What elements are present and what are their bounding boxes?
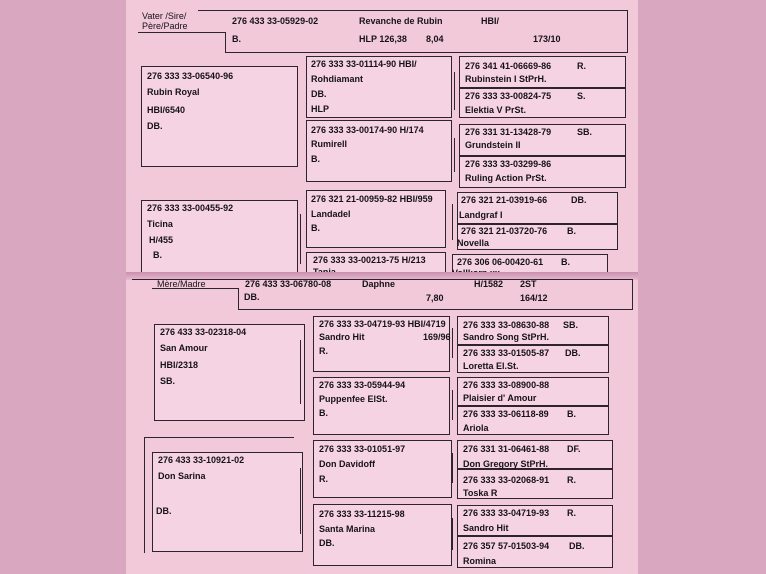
dam-height: 164/12: [520, 293, 548, 303]
dssd-reg: 276 333 33-01505-87: [463, 348, 550, 358]
sds-color: B.: [311, 223, 320, 233]
ssds-color: SB.: [577, 127, 593, 137]
connector: [300, 340, 301, 404]
ds-reg: 276 433 33-02318-04: [160, 327, 247, 337]
dss-color: R.: [319, 346, 328, 356]
sire-box-bottom: [225, 52, 628, 53]
ssss-name: Rubinstein I StPrH.: [465, 74, 547, 84]
ddds-color: R.: [567, 508, 576, 518]
ssds-reg: 276 331 31-13428-79: [465, 127, 552, 137]
sire-label-underline: [138, 32, 226, 33]
ddd-reg: 276 333 33-11215-98: [319, 509, 405, 519]
sire-height: 173/10: [533, 34, 561, 44]
sdd-reg: 276 333 33-00213-75 H/213: [313, 255, 426, 265]
dsss-reg: 276 333 33-08630-88: [463, 320, 550, 330]
dddd-reg: 276 357 57-01503-94: [463, 541, 550, 551]
dam-color: DB.: [244, 292, 260, 302]
connector: [452, 204, 453, 240]
ddd-color: DB.: [319, 538, 335, 548]
sdsd-color: B.: [567, 226, 576, 236]
dd-color: DB.: [156, 506, 172, 516]
sdss-name: Landgraf I: [459, 210, 503, 220]
sd-reg: 276 333 33-00455-92: [147, 203, 234, 213]
ss-book: HBI/6540: [147, 105, 186, 115]
dam-box-left: [238, 288, 239, 310]
sire-box: [138, 5, 628, 53]
sds-reg: 276 321 21-00959-82 HBI/959: [311, 194, 433, 204]
sss-reg: 276 333 33-01114-90 HBI/: [311, 59, 417, 69]
connector: [300, 468, 301, 534]
dam-name: Daphne: [362, 279, 396, 289]
dsss-name: Sandro Song StPrH.: [463, 332, 550, 342]
dsd-reg: 276 333 33-05944-94: [319, 380, 406, 390]
connector: [454, 138, 455, 172]
dam-reg: 276 433 33-06780-08: [245, 279, 332, 289]
ddss-name: Don Gregory StPrH.: [463, 459, 549, 469]
connector: [454, 72, 455, 110]
ssd-name: Rumirell: [311, 139, 348, 149]
sire-box-top: [198, 10, 628, 11]
ddsd-name: Toska R: [463, 488, 498, 498]
sssd-reg: 276 333 33-00824-75: [465, 91, 552, 101]
connector: [452, 518, 453, 550]
dsds-name: Plaisier d' Amour: [463, 393, 537, 403]
ssss-reg: 276 341 41-06669-86: [465, 61, 552, 71]
sdds-reg: 276 306 06-00420-61: [457, 257, 544, 267]
ss-color: DB.: [147, 121, 163, 131]
ss-name: Rubin Royal: [147, 87, 200, 97]
dsdd-color: B.: [567, 409, 576, 419]
dss-score: 169/96: [423, 332, 451, 342]
ssdd-reg: 276 333 33-03299-86: [465, 159, 552, 169]
dam-sire-box: [154, 324, 305, 421]
ddds-reg: 276 333 33-04719-93: [463, 508, 550, 518]
dam-dam-box: [152, 452, 303, 552]
sdss-color: DB.: [571, 195, 587, 205]
sss-name: Rohdiamant: [311, 74, 364, 84]
ss-reg: 276 333 33-06540-96: [147, 71, 234, 81]
dam-box-bottom: [238, 309, 633, 310]
dsss-color: SB.: [563, 320, 579, 330]
dam-connector-h: [144, 437, 294, 438]
dss-name: Sandro Hit: [319, 332, 365, 342]
ssds-name: Grundstein II: [465, 140, 521, 150]
ddd-name: Santa Marina: [319, 524, 376, 534]
ddsd-reg: 276 333 33-02068-91: [463, 475, 550, 485]
sssd-name: Elektia V PrSt.: [465, 105, 527, 115]
dssd-name: Loretta El.St.: [463, 361, 519, 371]
sire-reg: 276 433 33-05929-02: [232, 16, 319, 26]
ssd-color: B.: [311, 154, 320, 164]
dam-label: Mère/Madre: [157, 279, 206, 289]
sss-color: DB.: [311, 89, 327, 99]
sds-name: Landadel: [311, 209, 351, 219]
ds-book: HBI/2318: [160, 360, 199, 370]
sire-color: B.: [232, 34, 241, 44]
connector: [300, 214, 301, 264]
ssdd-name: Ruling Action PrSt.: [465, 173, 547, 183]
dds-name: Don Davidoff: [319, 459, 375, 469]
sire-label: Vater /Sire/ Père/Padre: [142, 11, 188, 32]
sss-extra: HLP: [311, 104, 329, 114]
sire-box-right: [627, 10, 628, 53]
connector: [452, 390, 453, 420]
sdsd-name: Novella: [457, 238, 490, 248]
dsds-reg: 276 333 33-08900-88: [463, 380, 550, 390]
sire-hlp: HLP 126,38: [359, 34, 407, 44]
sssd-color: S.: [577, 91, 586, 101]
ddss-reg: 276 331 31-06461-88: [463, 444, 550, 454]
dddd-color: DB.: [569, 541, 585, 551]
dsdd-reg: 276 333 33-06118-89: [463, 409, 549, 419]
sire-book: HBI/: [481, 16, 499, 26]
ddsd-color: R.: [567, 475, 576, 485]
dam-rank: 2ST: [520, 279, 537, 289]
dam-book: H/1582: [474, 279, 504, 289]
sd-color: B.: [153, 250, 162, 260]
sdss-reg: 276 321 21-03919-66: [461, 195, 548, 205]
dsdd-name: Ariola: [463, 423, 489, 433]
dam-score: 7,80: [426, 293, 444, 303]
ds-color: SB.: [160, 376, 176, 386]
ssd-reg: 276 333 33-00174-90 H/174: [311, 125, 424, 135]
sdsd-reg: 276 321 21-03720-76: [461, 226, 548, 236]
dddd-name: Romina: [463, 556, 497, 566]
dsd-color: B.: [319, 408, 328, 418]
dss-reg: 276 333 33-04719-93 HBI/4719: [319, 319, 446, 329]
sire-sire-box: [141, 66, 298, 167]
dd-reg: 276 433 33-10921-02: [158, 455, 245, 465]
sire-name: Revanche de Rubin: [359, 16, 443, 26]
ddds-name: Sandro Hit: [463, 523, 509, 533]
dds-reg: 276 333 33-01051-97: [319, 444, 406, 454]
dsd-name: Puppenfee ElSt.: [319, 394, 388, 404]
sdds-color: B.: [561, 257, 570, 267]
sire-box-left: [225, 32, 226, 53]
connector: [452, 328, 453, 358]
ddss-color: DF.: [567, 444, 581, 454]
dssd-color: DB.: [565, 348, 581, 358]
sd-name: Ticina: [147, 219, 173, 229]
ds-name: San Amour: [160, 343, 208, 353]
sire-score: 8,04: [426, 34, 444, 44]
dam-box-right: [632, 279, 633, 309]
ssss-color: R.: [577, 61, 586, 71]
sd-book: H/455: [149, 235, 174, 245]
dam-connector-v: [144, 437, 145, 553]
dd-name: Don Sarina: [158, 471, 206, 481]
connector: [452, 453, 453, 483]
dds-color: R.: [319, 474, 328, 484]
